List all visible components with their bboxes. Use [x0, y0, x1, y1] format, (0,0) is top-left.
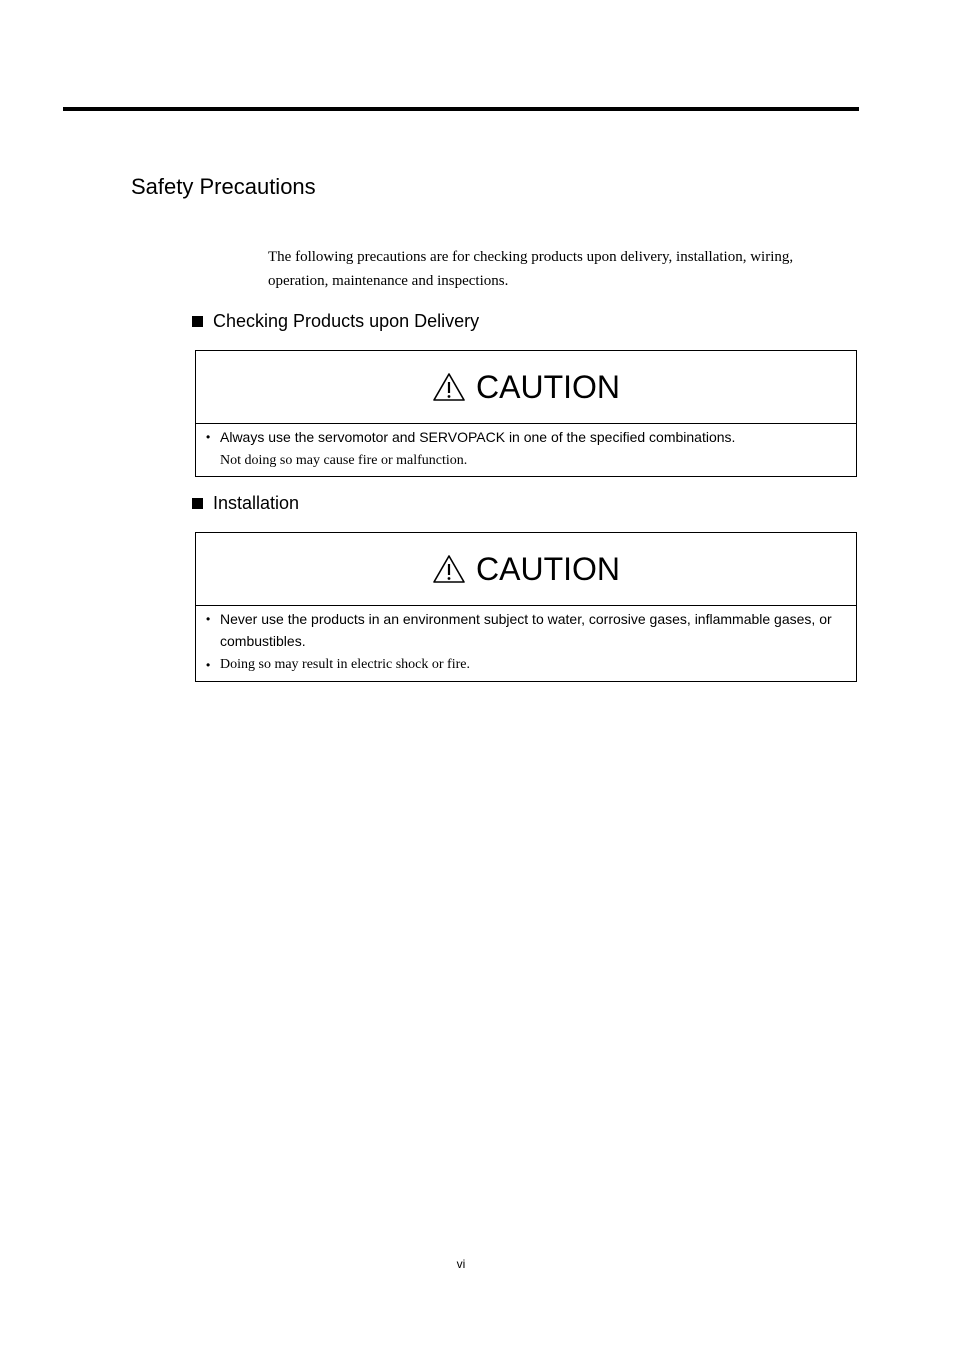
caution-label: CAUTION	[476, 551, 620, 587]
bullet-dot: •	[206, 658, 211, 672]
caution-item-text: Doing so may result in electric shock or fire.	[220, 657, 470, 672]
warning-triangle-icon	[432, 554, 466, 584]
caution-body	[196, 606, 856, 682]
black-square-bullet-icon	[192, 498, 203, 509]
section-heading-delivery	[192, 309, 479, 333]
intro-paragraph: The following precautions are for checking products upon delivery, installation, wiring, operation, maintenance and inspections.	[268, 249, 794, 289]
caution-item-note: Not doing so may cause fire or malfunction.	[220, 453, 468, 468]
caution-item	[206, 608, 846, 652]
caution-label: CAUTION	[476, 369, 620, 405]
top-rule	[63, 107, 859, 111]
caution-header	[196, 351, 856, 424]
caution-body	[196, 424, 856, 478]
caution-box-installation	[195, 532, 857, 682]
caution-header	[196, 533, 856, 606]
caution-item	[206, 652, 846, 678]
black-square-bullet-icon	[192, 316, 203, 327]
bullet-dot: •	[206, 430, 211, 444]
caution-item	[206, 426, 846, 474]
caution-box-delivery	[195, 350, 857, 477]
section-heading-label: Installation	[213, 493, 300, 513]
caution-item-text: Always use the servomotor and SERVOPACK in one of the specified combinations.	[220, 429, 736, 445]
bullet-dot: •	[206, 612, 211, 626]
section-heading-label: Checking Products upon Delivery	[213, 311, 480, 331]
page-title: Safety Precautions	[131, 174, 316, 199]
page-number: vi	[456, 1257, 466, 1271]
warning-triangle-icon	[432, 372, 466, 402]
caution-item-text: Never use the products in an environment subject to water, corrosive gases, inflammable gases, or combustibles.	[220, 611, 832, 649]
section-heading-installation	[192, 491, 299, 515]
